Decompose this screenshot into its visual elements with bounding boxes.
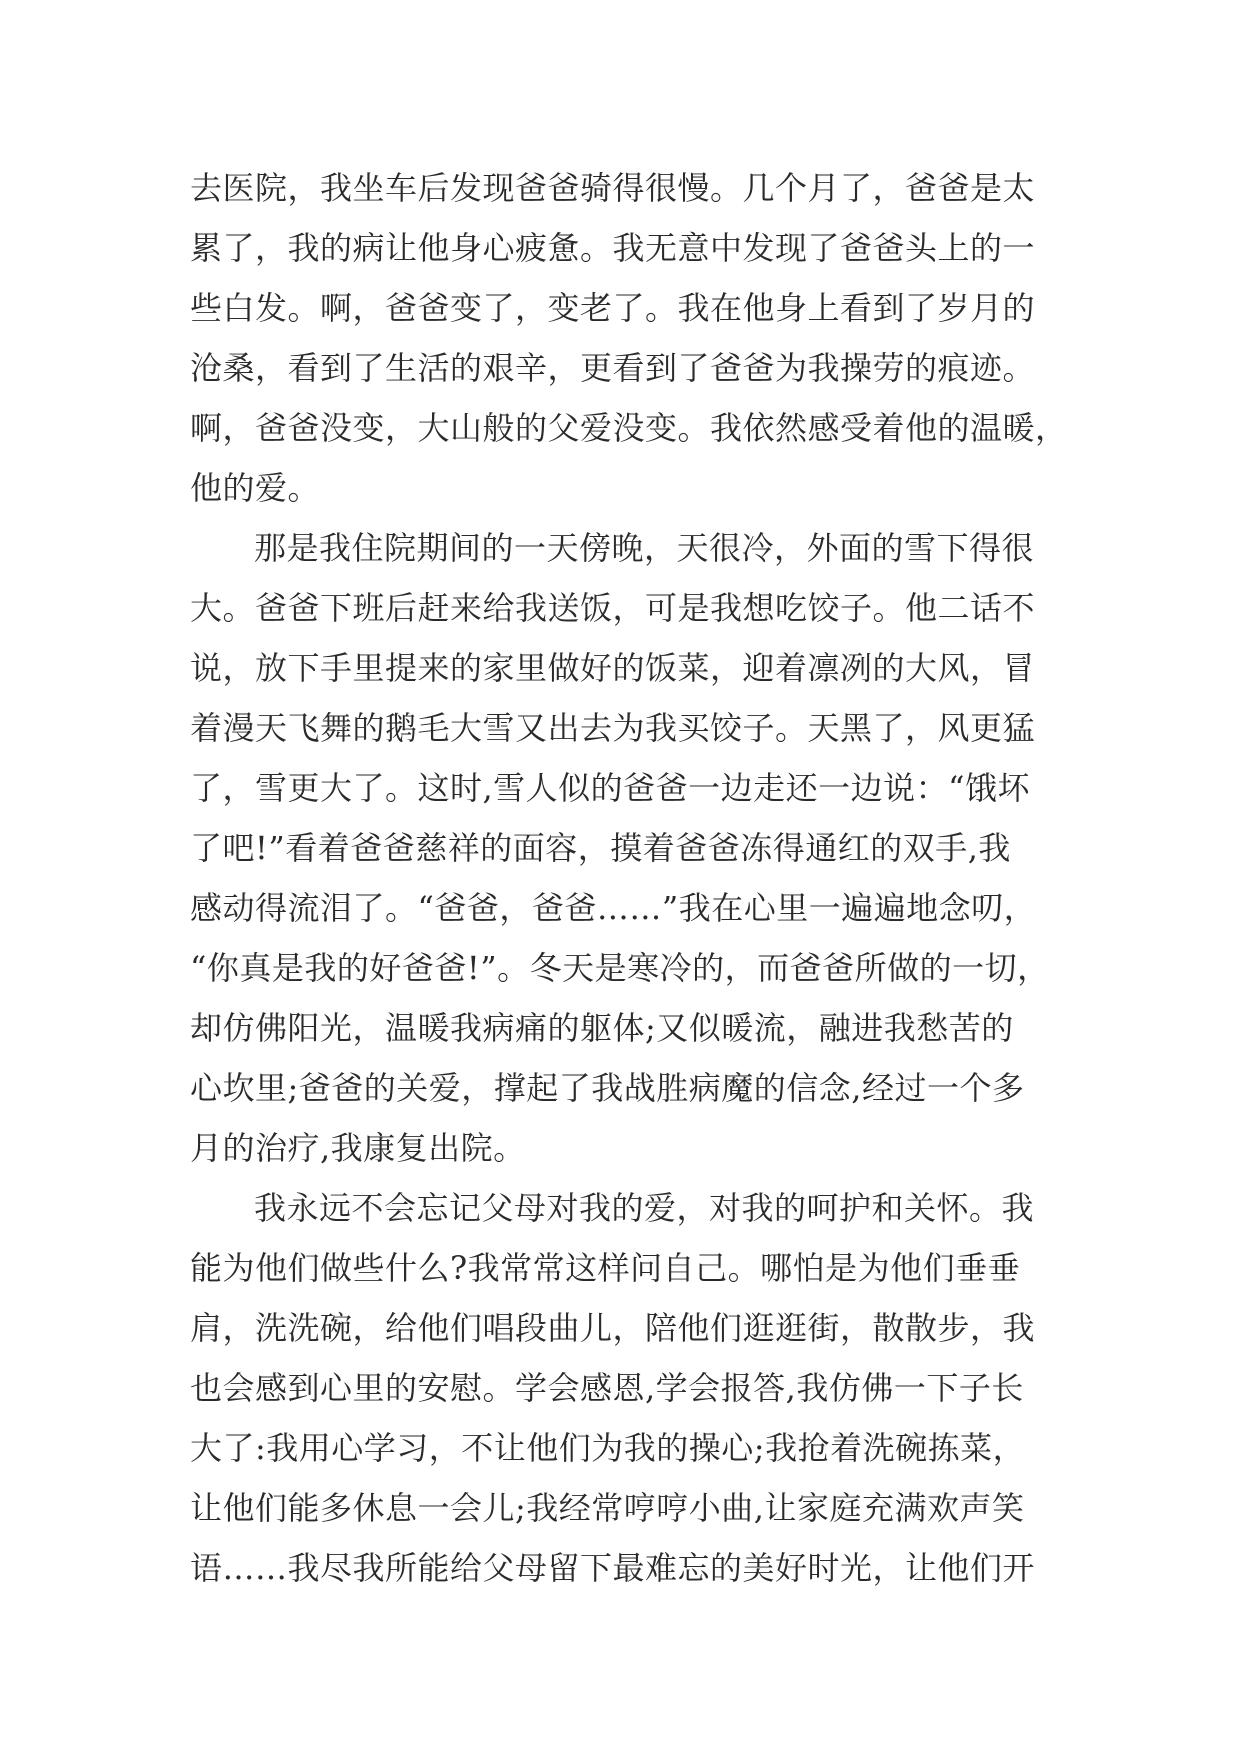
- text-line: 累了，我的病让他身心疲惫。我无意中发现了爸爸头上的一: [190, 229, 1036, 267]
- text-line: 肩，洗洗碗，给他们唱段曲儿，陪他们逛逛街，散散步，我: [190, 1309, 1036, 1347]
- text-line: 他的爱。: [190, 469, 321, 507]
- text-line: 大。爸爸下班后赶来给我送饭，可是我想吃饺子。他二话不: [190, 589, 1036, 627]
- text-line: “你真是我的好爸爸!”。冬天是寒冷的，而爸爸所做的一切，: [190, 949, 1050, 987]
- text-line: 让他们能多休息一会儿;我经常哼哼小曲,让家庭充满欢声笑: [190, 1489, 1025, 1527]
- text-line: 感动得流泪了。“爸爸，爸爸……”我在心里一遍遍地念叨，: [190, 889, 1037, 927]
- text-line: 着漫天飞舞的鹅毛大雪又出去为我买饺子。天黑了，风更猛: [190, 709, 1036, 747]
- text-line: 却仿佛阳光，温暖我病痛的躯体;又似暖流，融进我愁苦的: [190, 1009, 1014, 1047]
- text-line: 些白发。啊，爸爸变了，变老了。我在他身上看到了岁月的: [190, 289, 1036, 327]
- text-line: 月的治疗,我康复出院。: [190, 1129, 526, 1167]
- text-line-paragraph-start: 那是我住院期间的一天傍晚，天很冷，外面的雪下得很: [254, 529, 1035, 567]
- text-line: 沧桑，看到了生活的艰辛，更看到了爸爸为我操劳的痕迹。: [190, 349, 1036, 387]
- text-line: 去医院，我坐车后发现爸爸骑得很慢。几个月了，爸爸是太: [190, 169, 1036, 207]
- text-line: 语……我尽我所能给父母留下最难忘的美好时光，让他们开: [190, 1549, 1036, 1587]
- text-line: 说，放下手里提来的家里做好的饭菜，迎着凛冽的大风，冒: [190, 649, 1036, 687]
- text-line: 能为他们做些什么?我常常这样问自己。哪怕是为他们垂垂: [190, 1249, 1021, 1287]
- text-line: 了，雪更大了。这时,雪人似的爸爸一边走还一边说：“饿坏: [190, 769, 1031, 807]
- text-line: 啊，爸爸没变，大山般的父爱没变。我依然感受着他的温暖，: [190, 409, 1068, 447]
- text-line: 也会感到心里的安慰。学会感恩,学会报答,我仿佛一下子长: [190, 1369, 1024, 1407]
- text-line: 大了:我用心学习，不让他们为我的操心;我抢着洗碗拣菜，: [190, 1429, 1026, 1467]
- text-line: 了吧!”看着爸爸慈祥的面容，摸着爸爸冻得通红的双手,我: [190, 829, 1011, 867]
- text-line: 心坎里;爸爸的关爱，撑起了我战胜病魔的信念,经过一个多: [190, 1069, 1025, 1107]
- text-line-paragraph-start: 我永远不会忘记父母对我的爱，对我的呵护和关怀。我: [254, 1189, 1035, 1227]
